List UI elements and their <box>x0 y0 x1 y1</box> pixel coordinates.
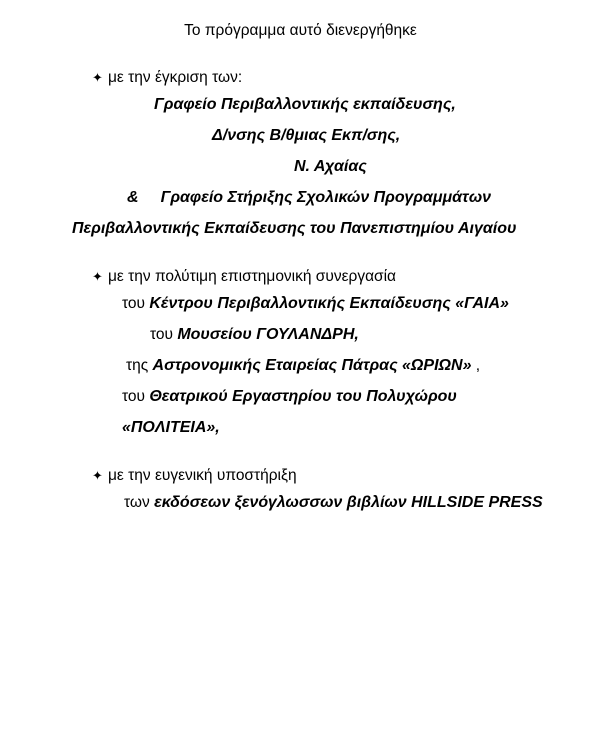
approval-line-with-ampersand <box>14 182 593 213</box>
collaborator-name: Θεατρικού Εργαστηρίου του Πολυχώρου <box>149 387 457 405</box>
bullet-label: με την ευγενική υποστήριξη <box>108 466 297 484</box>
approval-line-text: Γραφείο Στήριξης Σχολικών Προγραμμάτων <box>160 188 492 206</box>
section-approvals <box>14 67 593 244</box>
collaborator-prefix: του <box>122 294 150 312</box>
approval-line: Περιβαλλοντικής Εκπαίδευσης του Πανεπιστημίου Αιγαίου <box>72 219 517 237</box>
approval-line: Γραφείο Περιβαλλοντικής εκπαίδευσης, <box>154 95 456 113</box>
supporter-prefix: των <box>124 493 155 511</box>
collaborator-line <box>14 350 593 381</box>
page-title: Το πρόγραμμα αυτό διενεργήθηκε <box>184 22 417 39</box>
approval-line: Ν. Αχαίας <box>294 157 367 175</box>
collaborator-name: «ΠΟΛΙΤΕΙΑ», <box>122 418 220 436</box>
diamond-bullet-icon: ✦ <box>92 268 103 284</box>
bullet-row <box>14 465 593 487</box>
collaborator-line <box>14 319 593 350</box>
diamond-bullet-icon: ✦ <box>92 69 103 85</box>
section-support <box>14 465 593 518</box>
collaborator-line <box>14 288 593 319</box>
supporter-line <box>14 487 593 518</box>
bullet-row <box>14 266 593 288</box>
collaborator-name: Μουσείου ΓΟΥΛΑΝΔΡΗ, <box>177 325 359 343</box>
collaborator-prefix: της <box>126 356 153 374</box>
collaborator-line <box>14 412 593 443</box>
collaborator-prefix: του <box>150 325 178 343</box>
section-collaboration <box>14 266 593 443</box>
collaborator-line <box>14 381 593 412</box>
ampersand: & <box>127 188 139 206</box>
collaborator-prefix: του <box>122 387 150 405</box>
bullet-row <box>14 67 593 89</box>
bullet-label: με την πολύτιμη επιστημονική συνεργασία <box>108 267 397 285</box>
approval-line: Δ/νσης Β/θμιας Εκπ/σης, <box>212 126 401 144</box>
collaborator-suffix: , <box>471 356 481 374</box>
supporter-name: εκδόσεων ξενόγλωσσων βιβλίων HILLSIDE PRESS <box>154 493 543 511</box>
collaborator-name: Κέντρου Περιβαλλοντικής Εκπαίδευσης «ΓΑΙΑ» <box>149 294 509 312</box>
bullet-label: με την έγκριση των: <box>108 68 243 86</box>
collaborator-name: Αστρονομικής Εταιρείας Πάτρας «ΩΡΙΩΝ» <box>152 356 472 374</box>
diamond-bullet-icon: ✦ <box>92 467 103 483</box>
